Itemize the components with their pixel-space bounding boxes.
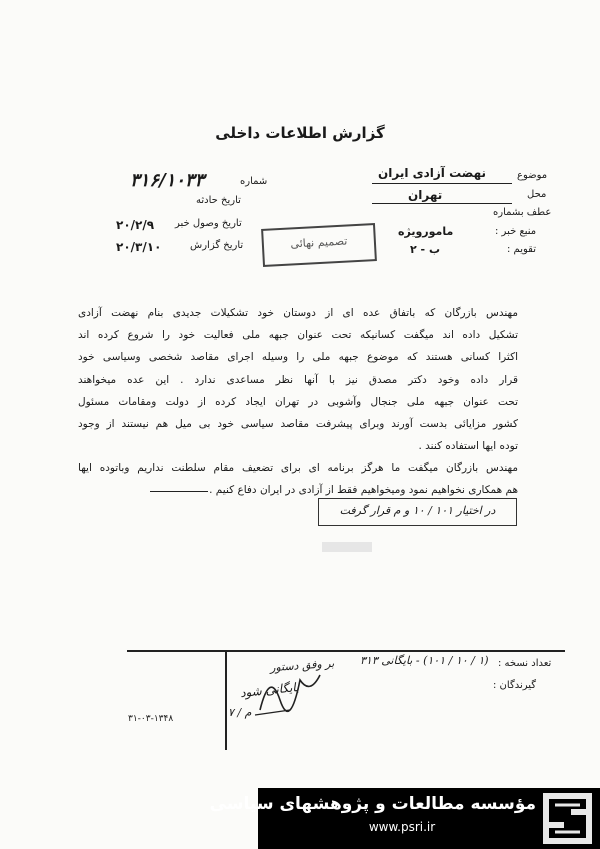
body-line-5: تحت عنوان جبهه ملی جنجال وآشوبی در تهران ایجاد کرده از دولت ومقامات مسئول xyxy=(78,396,518,408)
routing-note-box: در اختیار ۱۰۱ / ۱۰ و م قرار گرفت xyxy=(318,498,517,526)
event-date-label: تاریخ حادثه xyxy=(196,195,241,206)
institute-url[interactable]: www.psri.ir xyxy=(368,820,436,834)
evaluation-value: ب - ۲ xyxy=(410,243,440,256)
source-label: منبع خبر : xyxy=(495,226,537,237)
recipients-label: گیرندگان : xyxy=(493,680,537,691)
initials: م / ۷ xyxy=(228,706,252,719)
body-line-9: هم همکاری نخواهیم نمود ومیخواهیم فقط از آزادی در ایران دفاع کنیم . xyxy=(209,484,518,496)
body-line-3: اکثرا کسانی هستند که موضوع جبهه ملی را وسیله اجرای مقاصد شخصی وسیاسی خود xyxy=(78,351,518,363)
margin-date: ۳۱-۰۳-۱۳۴۸ xyxy=(128,714,174,724)
received-date-value: ۲۰/۲/۹ xyxy=(116,218,155,232)
body-line-4: قرار داده وخود دکتر مصدق نیز با آنها نظر مساعدی ندارد . این عده میخواهند xyxy=(78,374,518,386)
institute-name: مؤسسه مطالعات و پژوهشهای سیاسی xyxy=(209,794,536,814)
copies-label: تعداد نسخه : xyxy=(498,658,552,669)
place-underline xyxy=(372,203,512,204)
report-date-value: ۲۰/۳/۱۰ xyxy=(116,240,162,254)
subject-label: موضوع xyxy=(517,170,548,181)
handwritten-note-1: بر وفق دستور xyxy=(269,656,335,675)
bottom-rule xyxy=(127,650,565,652)
report-date-label: تاریخ گزارش xyxy=(190,240,244,251)
institute-logo xyxy=(543,793,592,844)
body-line-8: مهندس بازرگان میگفت ما هرگز برنامه ای برای تضعیف مقام سلطنت نداریم وباتوده ایها xyxy=(78,462,518,474)
report-number: ۳۱۶/۱۰۳۳ xyxy=(130,170,205,191)
handwritten-note-2: بایگانی شود xyxy=(239,679,300,701)
faint-mark xyxy=(322,542,372,552)
body-line-1: مهندس بازرگان که باتفاق عده ای از دوستان خود تشکیلات جدیدی بنام نهضت آزادی xyxy=(78,307,518,319)
reference-label: عطف بشماره xyxy=(493,207,552,218)
body-line-2: تشکیل داده اند میگفت کسانیکه تحت عنوان جبهه ملی فعالیت خود را شروع کرده اند xyxy=(78,329,518,341)
body-line-7: توده ایها استفاده کنند . xyxy=(418,440,518,452)
bottom-divider xyxy=(225,650,227,750)
institute-logo-icon xyxy=(543,793,592,844)
body-end-dash xyxy=(150,491,208,492)
subject-underline xyxy=(372,183,512,184)
subject-value: نهضت آزادی ایران xyxy=(378,166,487,180)
place-value: تهران xyxy=(408,188,443,202)
body-line-6: کشور مزایائی بدست آورند وبرای پیشرفت مقاصد سیاسی خود بی میل هم نیستند از وجود xyxy=(78,418,518,430)
copies-note: (۱ / ۱۰ / ۱۰۱) - بایگانی ۳۱۳ xyxy=(360,654,489,667)
number-label: شماره xyxy=(240,176,268,187)
received-date-label: تاریخ وصول خبر xyxy=(175,218,242,229)
signature-scribble xyxy=(250,660,330,720)
document-title: گزارش اطلاعات داخلی xyxy=(215,124,385,142)
place-label: محل xyxy=(527,189,547,200)
rubber-stamp: تصمیم نهائی xyxy=(261,223,377,267)
evaluation-label: تقویم : xyxy=(507,244,536,255)
source-value: مامورویژه xyxy=(398,225,454,238)
